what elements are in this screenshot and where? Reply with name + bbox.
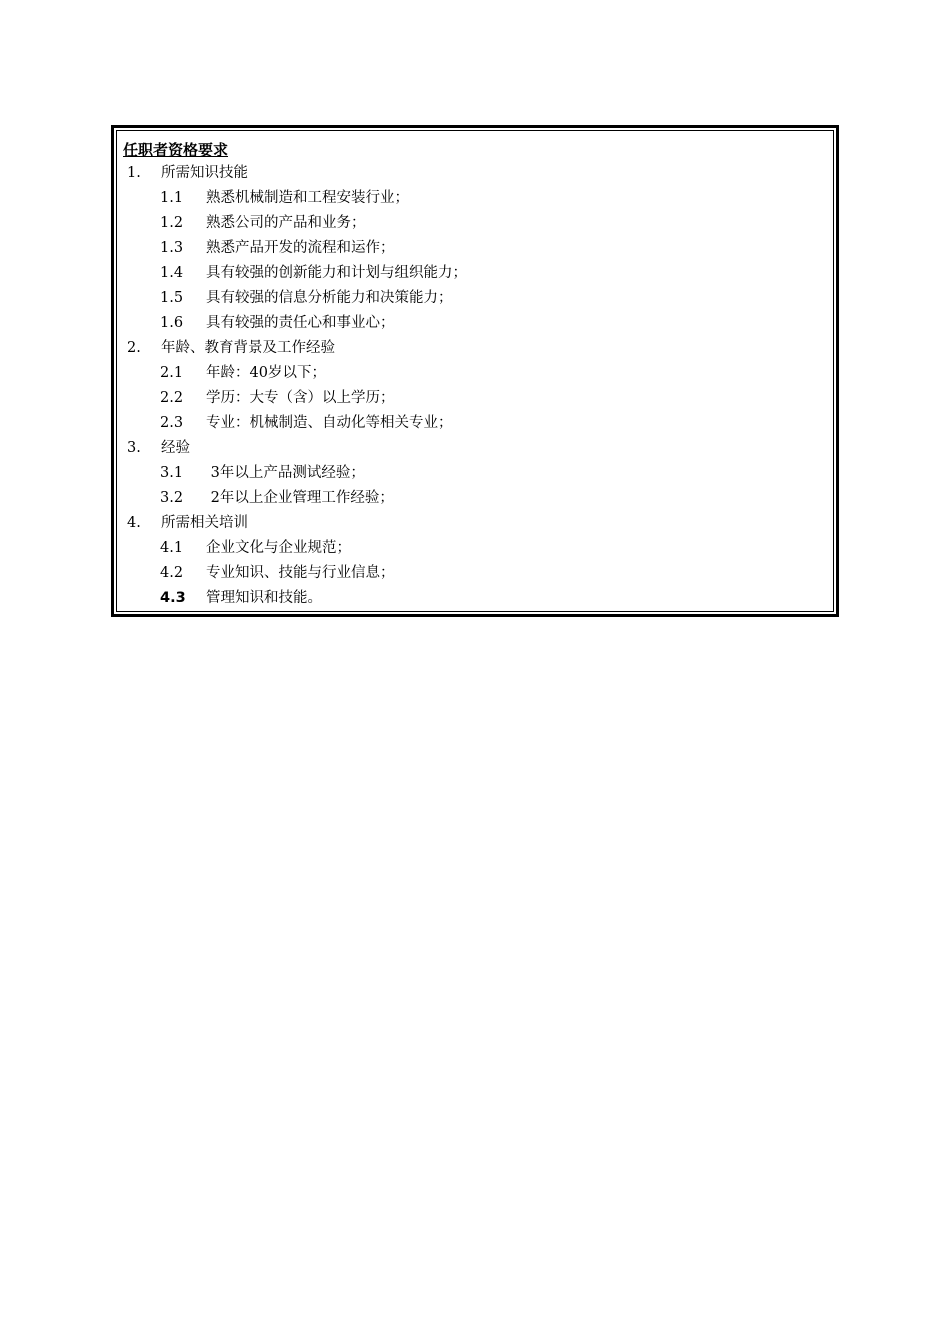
section-number: 4. [127,515,141,531]
item-number: 1.6 [160,315,184,331]
item-text: 年龄：40岁以下； [206,365,326,381]
section-items [117,361,833,436]
list-item [117,586,833,611]
item-number: 3.1 [160,465,184,481]
item-text: 具有较强的信息分析能力和决策能力； [206,290,453,306]
section-heading: 所需知识技能 [161,165,248,181]
item-number: 4.2 [160,565,184,581]
item-number: 2.1 [160,365,184,381]
item-number: 3.2 [160,490,184,506]
list-item [117,261,833,286]
item-number: 1.3 [160,240,184,256]
requirement-section [117,511,833,611]
section-items [117,461,833,511]
item-text: 学历：大专（含）以上学历； [206,390,395,406]
list-item [117,361,833,386]
list-item [117,311,833,336]
item-number: 4.3 [160,590,186,606]
list-item [117,461,833,486]
section-heading-row [117,161,833,186]
list-item [117,186,833,211]
section-heading-row [117,336,833,361]
item-text: 专业知识、技能与行业信息； [206,565,395,581]
requirements-list [117,161,833,611]
item-number: 4.1 [160,540,184,556]
list-item [117,286,833,311]
section-items [117,186,833,336]
list-item [117,486,833,511]
item-text: 具有较强的创新能力和计划与组织能力； [206,265,467,281]
section-heading-row [117,511,833,536]
list-item [117,211,833,236]
requirement-section [117,336,833,436]
item-number: 2.2 [160,390,184,406]
list-item [117,536,833,561]
item-number: 1.5 [160,290,184,306]
item-text: 具有较强的责任心和事业心； [206,315,395,331]
section-number: 3. [127,440,141,456]
section-number: 2. [127,340,141,356]
item-text: 3年以上产品测试经验； [206,465,365,481]
item-text: 专业：机械制造、自动化等相关专业； [206,415,453,431]
section-items [117,536,833,611]
item-text: 熟悉产品开发的流程和运作； [206,240,395,256]
list-item [117,236,833,261]
section-heading: 经验 [161,440,190,456]
list-item [117,411,833,436]
qualification-table-inner [116,130,834,612]
item-number: 1.4 [160,265,184,281]
section-title: 任职者资格要求 [123,141,229,159]
item-number: 1.2 [160,215,184,231]
qualification-table [111,125,839,617]
list-item [117,386,833,411]
item-text: 企业文化与企业规范； [206,540,351,556]
item-text: 熟悉机械制造和工程安装行业； [206,190,409,206]
item-text: 熟悉公司的产品和业务； [206,215,366,231]
requirement-section [117,436,833,511]
section-heading: 年龄、教育背景及工作经验 [161,340,335,356]
list-item [117,561,833,586]
item-text: 管理知识和技能。 [206,590,322,606]
section-heading: 所需相关培训 [161,515,248,531]
item-text: 2年以上企业管理工作经验； [206,490,394,506]
section-heading-row [117,436,833,461]
section-number: 1. [127,165,141,181]
requirement-section [117,161,833,336]
item-number: 1.1 [160,190,184,206]
item-number: 2.3 [160,415,184,431]
